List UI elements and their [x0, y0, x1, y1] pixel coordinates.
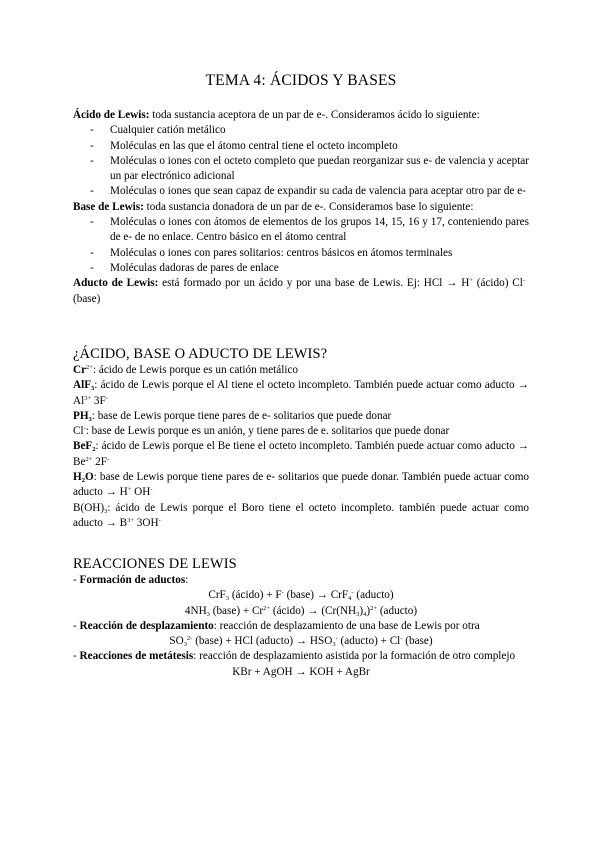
formula: $B(OH)_3$ [73, 501, 108, 515]
equation-2: $4NH_3$ (base) + $Cr^{2+}$ (ácido) → $(Cr(NH_3)_4)^{2+}$ (aducto) [184, 604, 418, 618]
charge-sup: - [150, 486, 153, 494]
aducto-def-text: está formado por un ácido y por una base de Lewis. Ej: HCl → H [158, 277, 470, 290]
charge-sup: 3+ [127, 516, 134, 524]
subheading: Reacciones de metátesis [79, 650, 194, 663]
charge-sup: - [106, 455, 110, 463]
list-item: - Moléculas dadoras de pares de enlace [110, 261, 529, 276]
base-definition [73, 200, 529, 215]
equation-4: KBr + AgOH → KOH + AgBr [232, 665, 370, 678]
charge-sup: 3+ [84, 394, 92, 402]
section-heading: REACCIONES DE LEWIS [73, 556, 237, 572]
acido-term: Ácido de Lewis: [73, 109, 150, 121]
list-item: - Moléculas en las que el átomo central tiene el octeto incompleto [110, 139, 529, 154]
formula: AlF$_3$ [73, 379, 95, 393]
subheading: Formación de aductos [79, 574, 186, 586]
desplazamiento-line: - Reacción de desplazamiento: reacción de desplazamiento de una base de Lewis por otra [73, 619, 480, 632]
base-term: Base de Lewis: [73, 200, 144, 213]
acido-def-text: toda sustancia aceptora de un par de e-. Consideramos ácido lo siguiente: [149, 109, 480, 121]
list-item: - Moléculas o iones que sean capaz de expandir su cada de valencia para aceptar otro par de e- [110, 184, 529, 199]
aducto-term: Aducto de Lewis: [73, 277, 159, 290]
page-title: TEMA 4: ÁCIDOS Y BASES [205, 72, 397, 89]
metatesis-line: - Reacciones de metátesis: reacción de desplazamiento asistida por la formación de otro complejo [73, 650, 516, 663]
formacion-line: - Formación de aductos: [73, 574, 189, 586]
h2o-line [73, 470, 529, 501]
explanation: : ácido de Lewis porque el Al tiene el octeto incompleto. También puede actuar como aducto → Al [73, 379, 529, 407]
formula: Cl [73, 425, 84, 438]
charge-sup: + [127, 486, 132, 494]
base-list [73, 215, 529, 276]
list-item: - Moléculas o iones con átomos de elementos de los grupos 14, 15, 16 y 17, conteniendo pares de e- de no enlace. Centro básico en el átomo central [110, 215, 529, 246]
list-item: - Moléculas o iones con pares solitarios: centros básicos en átomos terminales [110, 246, 529, 261]
subheading: Reacción de desplazamiento [79, 619, 214, 632]
explanation: : base de Lewis porque es un anión, y tiene pares de e. solitarios que puede donar [85, 425, 450, 438]
explanation: : ácido de Lewis porque el Be tiene el octeto incompleto. También puede actuar como aducto → Be [73, 440, 529, 468]
explanation: 3F [91, 394, 106, 407]
list-item: - Cualquier catión metálico [110, 123, 529, 138]
explanation: 3OH [134, 516, 159, 529]
formula: $H_2O$ [73, 471, 94, 485]
charge-sup: 2+ [86, 364, 93, 371]
explanation: : base de Lewis porque tiene pares de e- solitarios que puede donar. También puede actuar como aducto → H [73, 471, 529, 499]
formula: BeF$_2$ [73, 440, 96, 454]
reactions-section [73, 555, 529, 680]
base-def-text: toda sustancia donadora de un par de e-. Consideramos base lo siguiente: [143, 200, 474, 213]
explanation: : reacción de desplazamiento asistida por la formación de otro complejo [193, 650, 516, 663]
charge-sup: + [469, 277, 473, 285]
formula: Cr [73, 364, 87, 376]
explanation: : ácido de Lewis porque el Boro tiene el octeto incompleto. también puede actuar como aducto → B [73, 501, 529, 529]
cr-line [73, 363, 529, 378]
alf-line [73, 378, 529, 409]
explanation: OH [131, 486, 151, 499]
ph-line [73, 409, 529, 424]
cl-line [73, 424, 529, 439]
charge-sup: - [83, 425, 86, 433]
charge-sup: 2+ [85, 455, 93, 463]
explanation: : base de Lewis porque tiene pares de e- solitarios que puede donar [91, 409, 392, 422]
charge-sup: - [158, 516, 161, 524]
acido-definition [73, 108, 529, 123]
section-heading: ¿ÁCIDO, BASE O ADUCTO DE LEWIS? [73, 346, 328, 362]
definitions-section [73, 108, 529, 307]
acido-list [73, 123, 529, 199]
aducto-mid-text: (ácido) Cl [472, 277, 523, 290]
equation-3: $SO_3^{2-}$ (base) + HCl (aducto) → $HSO_3^-$ (aducto) + Cl- (base) [169, 635, 433, 649]
classification-section [73, 345, 529, 531]
bef-line [73, 439, 529, 470]
equation-1: CrF$_3$ (ácido) + F- (base) → CrF$_4$- (aducto) [208, 589, 394, 603]
aducto-end-text: (base) [73, 292, 101, 305]
aducto-definition [73, 276, 525, 307]
charge-sup: - [105, 394, 108, 402]
list-item: - Moléculas o iones con el octeto completo que puedan reorganizar sus e- de valencia y aceptar un par electrónico adicional [110, 154, 529, 185]
formula: $PH_3$ [73, 409, 92, 423]
explanation: : ácido de Lewis porque es un catión metálico [92, 364, 299, 376]
explanation: 2F [92, 455, 107, 468]
charge-sup: - [522, 277, 525, 285]
explanation: : reacción de desplazamiento de una base de Lewis por otra [213, 619, 480, 632]
boh-line [73, 501, 529, 532]
